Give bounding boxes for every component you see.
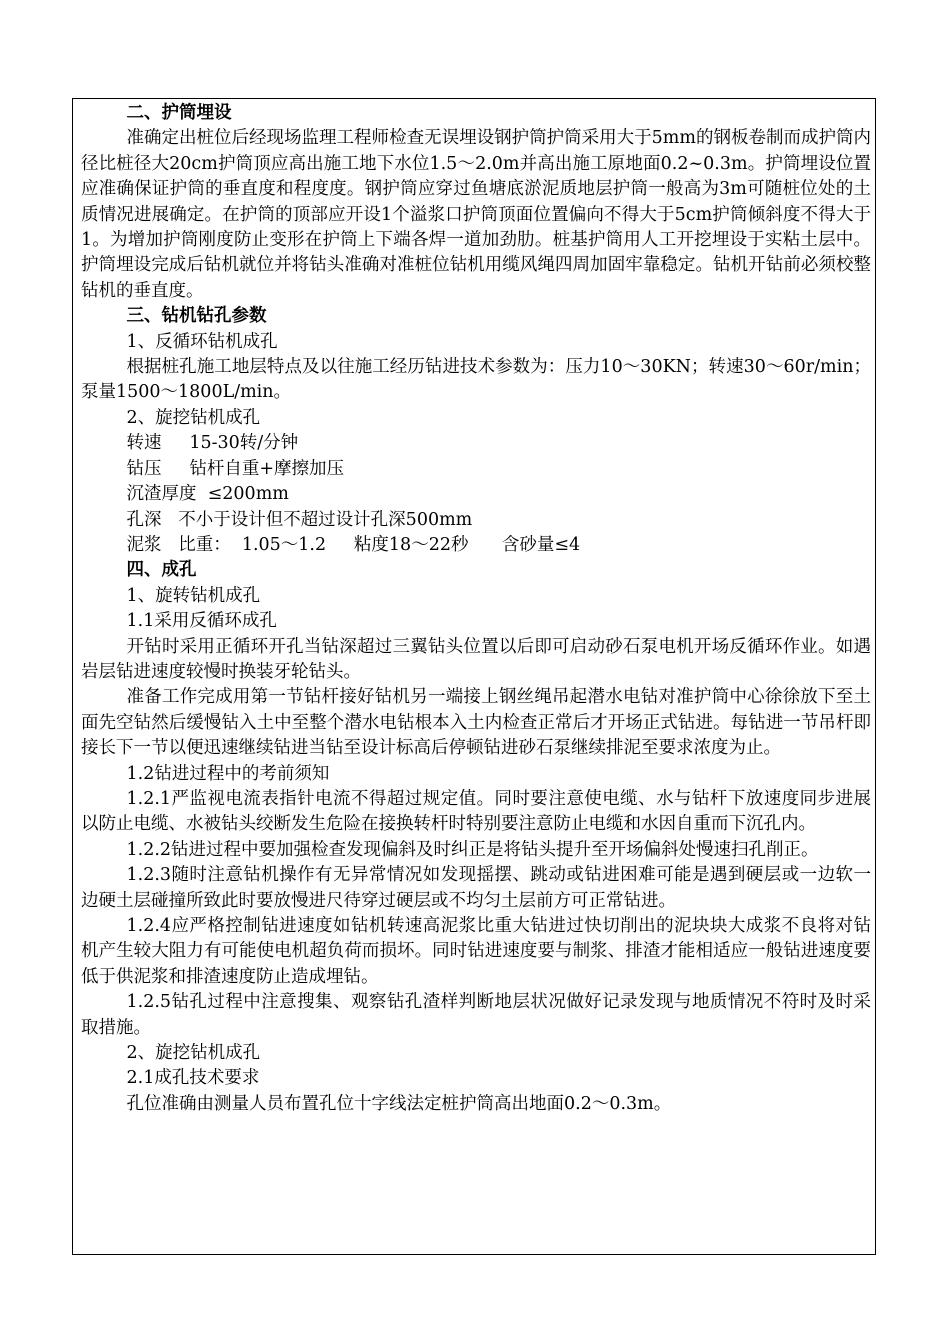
paragraph: 1.2.1严监视电流表指针电流不得超过规定值。同时要注意使电缆、水与钻杆下放速度同步进展以防止电缆、水被钻头绞断发生危险在接换转杆时特别要注意防止电缆和水因自重而下沉孔内。 [81,788,871,835]
subheading: 1.2钻进过程中的考前须知 [126,763,330,784]
subheading: 2.1成孔技术要求 [126,1068,260,1089]
paragraph: 1.2.4应严格控制钻进速度如钻机转速高泥浆比重大钻进过快切削出的泥块块大成浆不良将对钻机产生较大阻力有可能使电机超负荷而损坏。同时钻进速度要与制浆、排渣才能相适应一般钻进速度要低于供泥浆和排渣速度防止造成埋钻。 [81,916,871,987]
paragraph: 根据桩孔施工地层特点及以往施工经历钻进技术参数为：压力10～30KN；转速30～60r/min；泵量1500～1800L/min。 [81,357,871,403]
subheading: 1、反循环钻机成孔 [126,331,278,352]
section-heading: 二、护筒埋设 [126,103,232,123]
section-heading: 四、成孔 [126,560,197,581]
parameter-row: 钻压 钻杆自重+摩擦加压 [126,458,344,479]
paragraph: 准备工作完成用第一节钻杆接好钻机另一端接上钢丝绳吊起潜水电钻对准护筒中心徐徐放下至土面先空钻然后缓慢钻入土中至整个潜水电钻根本入土内检查正常后才开场正式钻进。每钻进一节吊杆即接长下一节以便迅速继续钻进当钻至设计标高后停顿钻进砂石泵继续排泥至要求浓度为止。 [81,687,871,759]
parameter-row: 孔深 不小于设计但不超过设计孔深500mm [126,509,473,530]
paragraph: 孔位准确由测量人员布置孔位十字线法定桩护筒高出地面0.2～0.3m。 [126,1093,672,1114]
parameter-row: 泥浆 比重： 1.05～1.2 粘度18～22秒 含砂量≤4 [126,534,581,555]
parameter-row: 转速 15-30转/分钟 [126,433,299,454]
subheading: 2、旋挖钻机成孔 [126,407,261,428]
paragraph: 开钻时采用正循环开孔当钻深超过三翼钻头位置以后即可启动砂石泵电机开场反循环作业。如遇岩层钻进速度较慢时换装牙轮钻头。 [81,636,871,682]
subheading: 2、旋挖钻机成孔 [126,1043,261,1064]
document-body [81,101,871,1117]
paragraph: 1.2.5钻孔过程中注意搜集、观察钻孔渣样判断地层状况做好记录发现与地质情况不符时及时采取措施。 [81,992,871,1038]
paragraph: 1.2.2钻进过程中要加强检查发现偏斜及时纠正是将钻头提升至开场偏斜处慢速扫孔削正。 [126,839,819,860]
parameter-row: 沉渣厚度 ≤200mm [126,484,289,505]
subheading: 1.1采用反循环成孔 [126,611,277,632]
subheading: 1、旋转钻机成孔 [126,585,261,606]
paragraph: 1.2.3随时注意钻机操作有无异常情况如发现摇摆、跳动或钻进困难可能是遇到硬层或一边软一边硬土层碰撞所致此时要放慢进尺待穿过硬层或不均匀土层前方可正常钻进。 [81,865,871,911]
paragraph: 准确定出桩位后经现场监理工程师检查无误埋设钢护筒护筒采用大于5mm的钢板卷制而成护筒内径比桩径大20cm护筒顶应高出施工地下水位1.5～2.0m并高出施工原地面0.2~0.3m。护筒埋设位置应准确保证护筒的垂直度和程度度。钢护筒应穿过鱼塘底淤泥质地层护筒一般高为3m可随桩位处的土质情况进展确定。在护筒的顶部应开设1个溢浆口护筒顶面位置偏向不得大于5cm护筒倾斜度不得大于1。为增加护筒刚度防止变形在护筒上下端各焊一道加劲肋。桩基护筒用人工开挖埋设于实粘土层中。护筒埋设完成后钻机就位并将钻头准确对准桩位钻机用缆风绳四周加固牢靠稳定。钻机开钻前必须校整钻机的垂直度。 [81,128,871,301]
section-heading: 三、钻机钻孔参数 [126,306,267,327]
